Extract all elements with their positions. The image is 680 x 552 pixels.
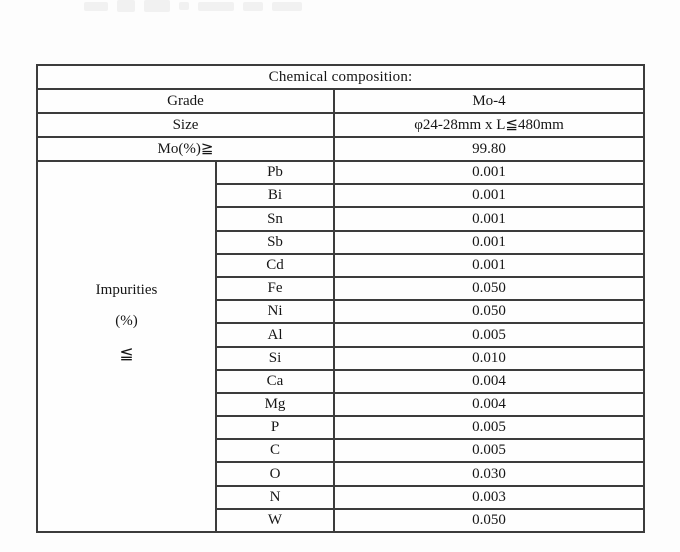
element-symbol: Ni <box>216 300 334 323</box>
element-value: 0.001 <box>334 161 644 184</box>
impurities-label <box>38 281 215 364</box>
impurities-label-text: Impurities <box>95 282 158 299</box>
size-label: Size <box>37 113 334 137</box>
chemical-composition-table <box>36 64 645 533</box>
size-value: φ24-28mm x L≦480mm <box>334 113 644 137</box>
grade-row <box>37 89 644 113</box>
mo-percent-row <box>37 137 644 161</box>
faint-watermark <box>84 0 302 12</box>
element-symbol: Ca <box>216 370 334 393</box>
element-symbol: P <box>216 416 334 439</box>
element-value: 0.001 <box>334 254 644 277</box>
element-value: 0.050 <box>334 509 644 532</box>
element-symbol: Pb <box>216 161 334 184</box>
table-title: Chemical composition: <box>37 65 644 89</box>
element-symbol: Bi <box>216 184 334 207</box>
element-value: 0.005 <box>334 439 644 462</box>
element-value: 0.004 <box>334 393 644 416</box>
element-symbol: W <box>216 509 334 532</box>
impurities-unit-text: (%) <box>115 312 138 329</box>
grade-value: Mo-4 <box>334 89 644 113</box>
element-symbol: Sb <box>216 231 334 254</box>
table-title-row <box>37 65 644 89</box>
element-symbol: N <box>216 486 334 509</box>
element-symbol: Cd <box>216 254 334 277</box>
element-symbol: Mg <box>216 393 334 416</box>
element-value: 0.005 <box>334 416 644 439</box>
element-value: 0.003 <box>334 486 644 509</box>
element-symbol: O <box>216 462 334 485</box>
element-value: 0.050 <box>334 277 644 300</box>
element-value: 0.001 <box>334 207 644 230</box>
element-symbol: Sn <box>216 207 334 230</box>
impurity-row <box>37 161 644 184</box>
element-symbol: Fe <box>216 277 334 300</box>
size-row <box>37 113 644 137</box>
grade-label: Grade <box>37 89 334 113</box>
element-value: 0.001 <box>334 184 644 207</box>
element-value: 0.010 <box>334 347 644 370</box>
element-value: 0.004 <box>334 370 644 393</box>
impurities-label-cell <box>37 161 216 532</box>
element-symbol: Al <box>216 323 334 346</box>
mo-percent-value: 99.80 <box>334 137 644 161</box>
element-value: 0.030 <box>334 462 644 485</box>
element-symbol: Si <box>216 347 334 370</box>
element-symbol: C <box>216 439 334 462</box>
element-value: 0.005 <box>334 323 644 346</box>
element-value: 0.001 <box>334 231 644 254</box>
mo-percent-label: Mo(%)≧ <box>37 137 334 161</box>
element-value: 0.050 <box>334 300 644 323</box>
less-equal-symbol: ≦ <box>119 343 134 363</box>
